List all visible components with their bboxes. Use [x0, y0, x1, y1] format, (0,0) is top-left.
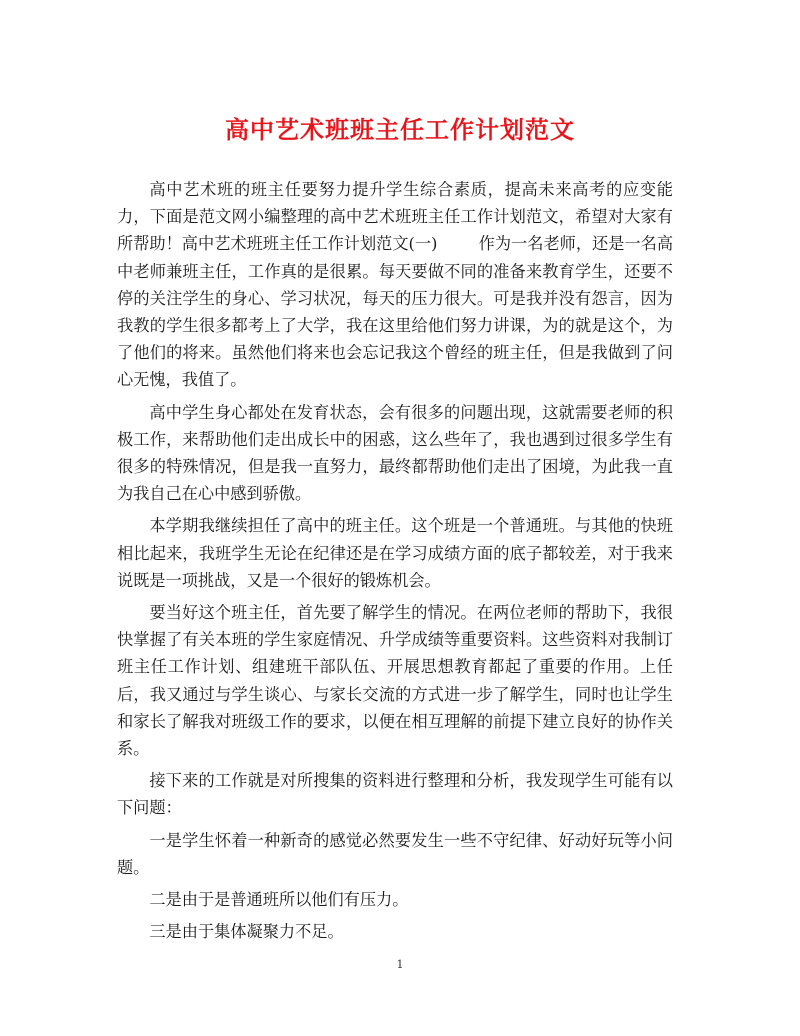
body-paragraph-2: 本学期我继续担任了高中的班主任。这个班是一个普通班。与其他的快班相比起来，我班学生无论在纪律还是在学习成绩方面的底子都较差，对于我来说既是一项挑战，又是一个很好的锻炼机会。: [117, 516, 673, 590]
section-first-text: 作为一名老师，还是一名高中老师兼班主任，工作真的是很累。每天要做不同的准备来教育学生，还要不停的关注学生的身心、学习状况，每天的压力很大。可是我并没有怨言，因为我教的学生很多都考上了大学，我在这里给他们努力讲课，为的就是这个，为了他们的将来。虽然他们将来也会忘记我这个曾经的班主任，但是我做到了问心无愧，我值了。: [117, 234, 674, 390]
intro-paragraph: [117, 176, 673, 394]
heading-gap: [437, 234, 478, 253]
body-paragraph-5: 一是学生怀着一种新奇的感觉必然要发生一些不守纪律、好动好玩等小问题。: [117, 830, 673, 877]
body-paragraph-6: 二是由于是普通班所以他们有压力。: [149, 890, 409, 910]
document-body: [117, 176, 673, 950]
page-number: 1: [396, 958, 404, 971]
body-paragraph-4: 接下来的工作就是对所搜集的资料进行整理和分析，我发现学生可能有以下问题：: [117, 771, 673, 818]
section-heading: 高中艺术班班主任工作计划范文(一): [181, 234, 438, 254]
intro-text: 高中艺术班的班主任要努力提升学生综合素质，提高未来高考的应变能力，下面是范文网小编整理的高中艺术班班主任工作计划范文，希望对大家有所帮助！: [117, 180, 673, 254]
body-paragraph-7: 三是由于集体凝聚力不足。: [149, 922, 344, 942]
body-paragraph-1: 高中学生身心都处在发育状态，会有很多的问题出现，这就需要老师的积极工作，来帮助他们走出成长中的困惑，这么些年了，我也遇到过很多学生有很多的特殊情况，但是我一直努力，最终都帮助他们走出了困境，为此我一直为我自己在心中感到骄傲。: [117, 402, 673, 504]
body-paragraph-3: 要当好这个班主任，首先要了解学生的情况。在两位老师的帮助下，我很快掌握了有关本班的学生家庭情况、升学成绩等重要资料。这些资料对我制订班主任工作计划、组建班干部队伍、开展思想教育都起了重要的作用。上任后，我又通过与学生谈心、与家长交流的方式进一步了解学生，同时也让学生和家长了解我对班级工作的要求，以便在相互理解的前提下建立良好的协作关系。: [117, 603, 673, 759]
document-title: 高中艺术班班主任工作计划范文: [225, 115, 575, 144]
